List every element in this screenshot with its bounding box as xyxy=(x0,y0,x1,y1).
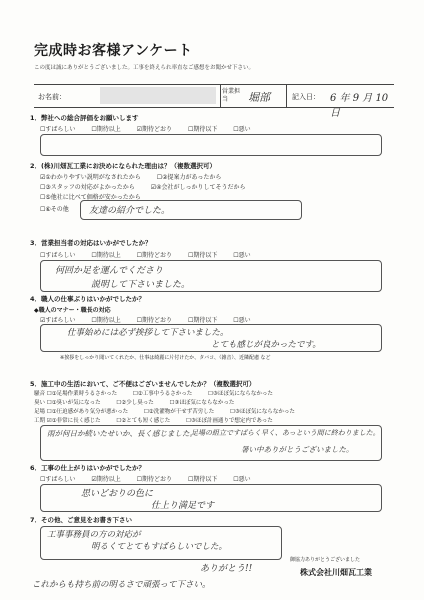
q4-option[interactable]: ☐悪い xyxy=(233,317,251,324)
name-label: お名前： xyxy=(38,93,66,101)
q7-answer-line: 工事事務員の方の対応が xyxy=(47,530,141,540)
q5-option[interactable]: ☐③ほぼ気にならなかった xyxy=(208,391,273,397)
divider xyxy=(286,85,287,107)
q2-other-label[interactable]: ☐⑥その他 xyxy=(40,206,69,213)
date-label: 記入日： xyxy=(292,93,320,101)
q4-option[interactable]: ☑すばらしい xyxy=(40,317,76,324)
q3-option[interactable]: ☐すばらしい xyxy=(40,252,76,259)
q1-comment-box[interactable] xyxy=(40,134,382,156)
q1-options xyxy=(40,124,265,133)
q3-comment-box[interactable] xyxy=(40,260,382,292)
q6-option[interactable]: ☐期待以下 xyxy=(187,476,218,483)
q5-row-smell xyxy=(34,398,248,406)
q5-option[interactable]: ☐③ほぼ計画通りで想定内であった xyxy=(186,418,273,424)
q4-answer-line: 仕事始めには必ず挨拶して下さいました。 xyxy=(67,328,229,338)
q5-question: 5．施工中の生活において、ご不便はございませんでしたか？（複数選択可） xyxy=(30,380,256,388)
q4-option[interactable]: ☐期待どおり xyxy=(136,317,173,324)
divider xyxy=(220,85,221,107)
q4-options xyxy=(40,315,265,324)
q2-question: 2．(株)川畑瓦工業にお決めになられた理由は？（複数選択可） xyxy=(30,162,216,170)
q6-option[interactable]: ☐期待どおり xyxy=(136,476,173,483)
q1-option[interactable]: ☐すばらしい xyxy=(40,126,76,133)
q1-option[interactable]: ☐期待以上 xyxy=(91,126,121,133)
date-value: 6 年 9 月 10 日 xyxy=(330,93,389,119)
q5-option[interactable]: ☐②洗濯物が干せず苦労した xyxy=(143,409,215,415)
q6-comment-box[interactable] xyxy=(40,484,382,512)
q1-question: 1．弊社への総合評価をお願いします xyxy=(30,114,139,122)
q4-question: 4．職人の仕事ぶりはいかがでしたか？ xyxy=(30,295,146,303)
q2-option[interactable]: ☑①わかりやすい説明がなされたから xyxy=(40,174,141,181)
q4-option[interactable]: ☐期待以上 xyxy=(91,317,121,324)
q5-option[interactable]: ☐②少し臭った xyxy=(116,400,154,406)
q6-answer-line: 思いどおりの色に xyxy=(81,489,154,499)
q5-option[interactable]: 足場 ☐①圧迫感があり気分が悪かった xyxy=(34,409,129,415)
q2-other-box[interactable] xyxy=(80,200,302,220)
q6-question: 6．工事の仕上がりはいかがでしたか？ xyxy=(30,464,146,472)
q5-answer-line: 足場の組立ですばらく早く、あっという間に終わりました。 xyxy=(191,429,380,437)
q2-other-answer: 友達の紹介でした。 xyxy=(89,206,171,216)
q3-option[interactable]: ☐期待以下 xyxy=(187,252,218,259)
sales-value: 堀部 xyxy=(248,91,270,104)
q7-comment-box[interactable] xyxy=(40,526,282,560)
q5-answer-line: 雨が何日か続いたせいか、長く感じました。 xyxy=(47,429,197,438)
company-name: 株式会社川畑瓦工業 xyxy=(300,568,372,577)
q5-option[interactable]: ☐③ほぼ気にならなかった xyxy=(230,409,295,415)
q7-answer-line: ありがとう!! xyxy=(200,564,253,574)
q5-option[interactable]: 工期 ☑①非常に長く感じた xyxy=(34,418,101,424)
q5-option[interactable]: ☐②工事中うるさかった xyxy=(132,391,193,397)
q5-answer-line: 暑い中ありがとうございました。 xyxy=(241,445,354,454)
q2-options-row1 xyxy=(40,172,235,181)
q1-option[interactable]: ☑期待どおり xyxy=(136,126,173,133)
q4-note: ※挨拶をしっかり聞いてくれたか、仕事は綺麗に片付けたか、タバコ、（雑音）、近隣配慮 など xyxy=(60,355,271,361)
q4-answer-line: とても感じが良かったです。 xyxy=(211,340,321,350)
q4-option[interactable]: ☐期待以下 xyxy=(187,317,218,324)
q3-options xyxy=(40,250,265,259)
q5-option[interactable]: ☐②とても短く感じた xyxy=(116,418,171,424)
q7-question: 7．その他、ご意見をお書き下さい xyxy=(30,516,133,524)
q6-option[interactable]: ☐悪い xyxy=(233,476,251,483)
name-redacted-field xyxy=(100,87,216,104)
q2-option[interactable]: ☐③スタッフの対応がよかったから xyxy=(40,184,135,191)
q5-option[interactable]: 臭い ☐①臭いが気になった xyxy=(34,400,101,406)
q6-options xyxy=(40,474,265,483)
q3-option[interactable]: ☐悪い xyxy=(233,252,251,259)
q2-options-row2 xyxy=(40,182,259,191)
intro-text: この度は誠にありがとうございました。工事を終えられ率直なご感想をお聞かせ下さい。 xyxy=(34,65,255,71)
q4-comment-box[interactable] xyxy=(40,324,382,352)
q3-answer-line: 説明して下さいました。 xyxy=(91,280,191,290)
q2-option[interactable]: ☐⑤他社に比べて価格が安かったから xyxy=(40,194,141,201)
q5-row-period xyxy=(34,416,287,424)
q5-option[interactable]: 騒音 ☐①足場作業時うるさかった xyxy=(34,391,118,397)
q7-answer-line: これからも持ち前の明るさで頑張って下さい。 xyxy=(32,580,211,590)
q1-option[interactable]: ☐期待以下 xyxy=(187,126,218,133)
page-title: 完成時お客様アンケート xyxy=(34,43,193,59)
q6-option[interactable]: ☐すばらしい xyxy=(40,476,76,483)
q6-option[interactable]: ☑期待以上 xyxy=(91,476,121,483)
q2-option[interactable]: ☑④会社がしっかりしてそうだから xyxy=(150,184,246,191)
thanks-text: 御協力ありがとうございました xyxy=(290,557,361,563)
q5-comment-box[interactable] xyxy=(40,425,382,461)
q3-option[interactable]: ☐期待どおり xyxy=(136,252,173,259)
q7-answer-line: 明るくてとてもすばらしいでした。 xyxy=(91,542,228,552)
q5-row-noise xyxy=(34,389,287,397)
sales-label: 営業担当 xyxy=(222,88,241,103)
q1-option[interactable]: ☐悪い xyxy=(233,126,251,133)
q3-question: 3．営業担当者の対応はいかがでしたか？ xyxy=(30,239,152,247)
q3-answer-line: 何回か足を運んでくださり xyxy=(55,266,164,276)
q6-answer-line: 仕上り満足です xyxy=(151,501,215,511)
q5-row-scaffold xyxy=(34,407,309,415)
q2-option[interactable]: ☐②提案力があったから xyxy=(156,174,222,181)
q4-subheading: ◆職人のマナー・職長の対応 xyxy=(34,307,111,314)
q5-option[interactable]: ☐③ほぼ気にならなかった xyxy=(169,400,235,406)
q3-option[interactable]: ☐期待以上 xyxy=(91,252,121,259)
